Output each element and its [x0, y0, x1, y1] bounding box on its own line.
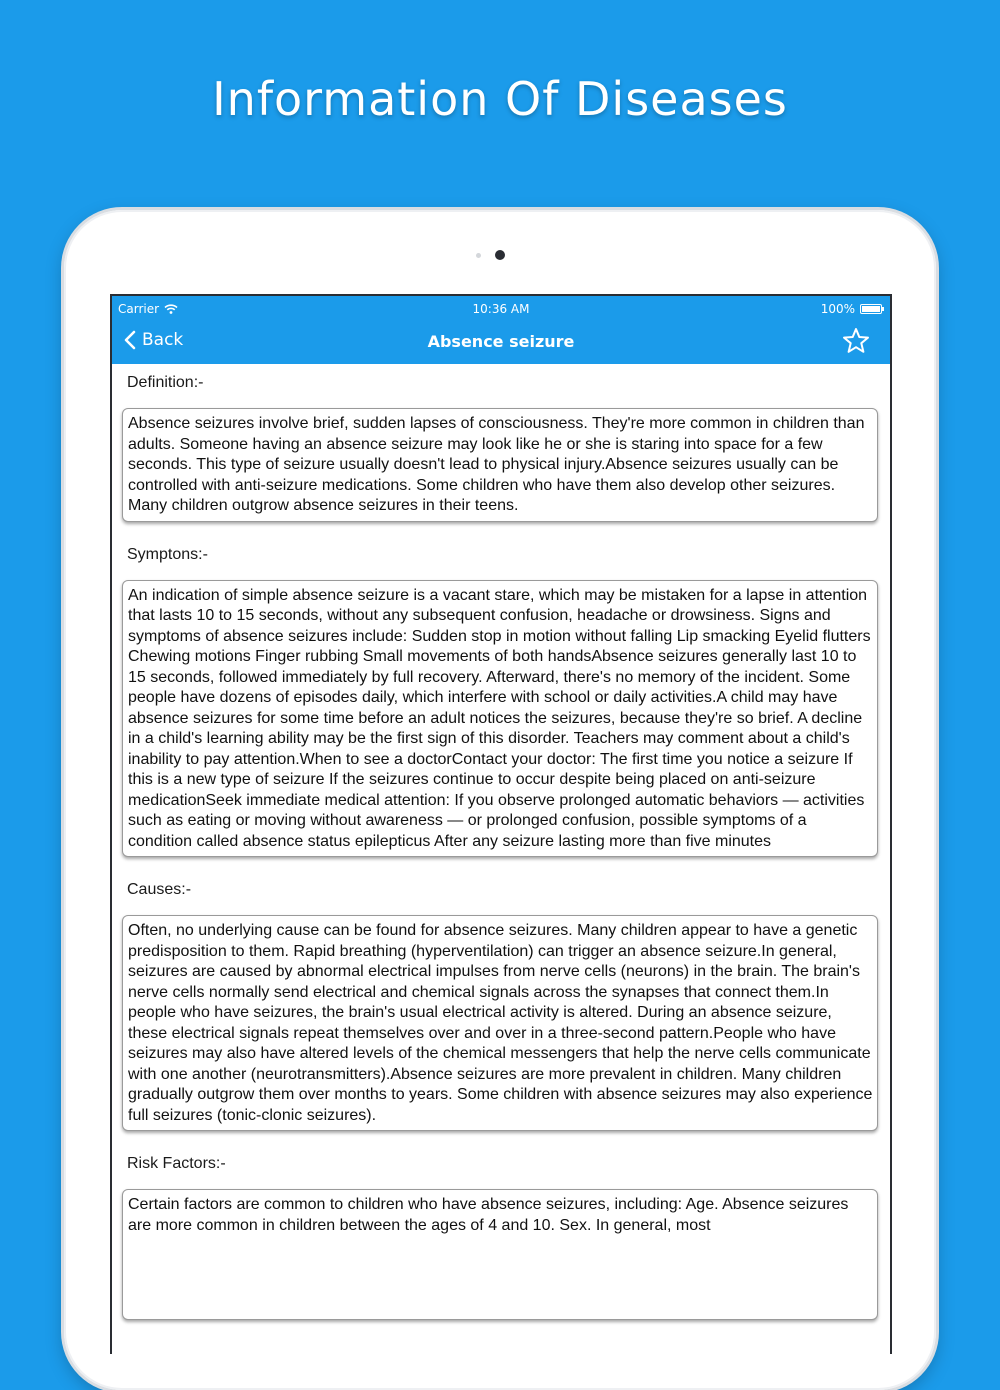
- section-text-risk-factors[interactable]: Certain factors are common to children who have absence seizures, including: Age. Absence seizures are more common in children between the ages of 4 and 10. Sex. In general, most: [122, 1189, 878, 1320]
- promo-title: Information Of Diseases: [212, 72, 788, 126]
- status-time: 10:36 AM: [472, 302, 530, 316]
- back-label: Back: [142, 330, 184, 350]
- front-sensor: [476, 253, 481, 258]
- status-battery: [821, 302, 882, 316]
- navigation-bar: [112, 296, 890, 364]
- battery-percent: 100%: [820, 302, 855, 316]
- section-label-definition: Definition:-: [127, 374, 204, 391]
- section-label-symptoms: Symptons:-: [127, 545, 208, 563]
- section-text-symptoms[interactable]: An indication of simple absence seizure is a vacant stare, which may be mistaken for a lapse in attention that lasts 10 to 15 seconds, without any subsequent confusion, headache or drowsiness. Signs and symptoms of absence seizures include: Sudden stop in motion without falling Lip smacking Eyelid flutters Chewing motions Finger rubbing Small movements of both handsAbsence seizures generally last 10 to 15 seconds, followed immediately by full recovery. Afterward, there's no memory of the incident. Some people have dozens of episodes daily, which interfere with school or daily activities.A child may have absence seizures for some time before an adult notices the seizures, because they're so brief. A decline in a child's learning ability may be the first sign of this disorder. Teachers may comment about a child's inability to pay attention.When to see a doctorContact your doctor: The first time you notice a seizure If this is a new type of seizure If the seizures continue to occur despite being placed on anti-seizure medicationSeek immediate medical attention: If you observe prolonged automatic behaviors — activities such as eating or moving without awareness — or prolonged confusion, possible symptoms of a condition called absence status epilepticus After any seizure lasting more than five minutes: [122, 580, 878, 858]
- front-camera: [495, 250, 505, 260]
- section-label-risk-factors: Risk Factors:-: [127, 1155, 226, 1172]
- star-outline-icon[interactable]: [842, 327, 870, 354]
- section-label-causes: Causes:-: [127, 881, 192, 898]
- section-text-causes[interactable]: Often, no underlying cause can be found for absence seizures. Many children appear to have a genetic predisposition to them. Rapid breathing (hyperventilation) can trigger an absence seizure.In general, seizures are caused by abnormal electrical impulses from nerve cells (neurons) in the brain. The brain's nerve cells normally send electrical and chemical signals across the synapses that connect them.In people who have seizures, the brain's usual electrical activity is altered. During an absence seizure, these electrical signals repeat themselves over and over in a three-second pattern.People who have seizures may also have altered levels of the chemical messengers that help the nerve cells communicate with one another (neurotransmitters).Absence seizures are more prevalent in children. Many children gradually outgrow them over months to years. Some children with absence seizures may also experience full seizures (tonic-clonic seizures).: [122, 915, 878, 1131]
- carrier-label: Carrier: [118, 302, 160, 316]
- section-text-definition[interactable]: Absence seizures involve brief, sudden lapses of consciousness. They're more common in children than adults. Someone having an absence seizure may look like he or she is staring into space for a few seconds. This type of seizure usually doesn't lead to physical injury.Absence seizures usually can be controlled with anti-seizure medications. Some children who have them also develop other seizures. Many children outgrow absence seizures in their teens.: [122, 408, 878, 522]
- battery-icon: [860, 304, 882, 314]
- device-screen: [110, 294, 892, 1354]
- disease-content: [112, 364, 890, 1320]
- page-title: Absence seizure: [427, 332, 575, 351]
